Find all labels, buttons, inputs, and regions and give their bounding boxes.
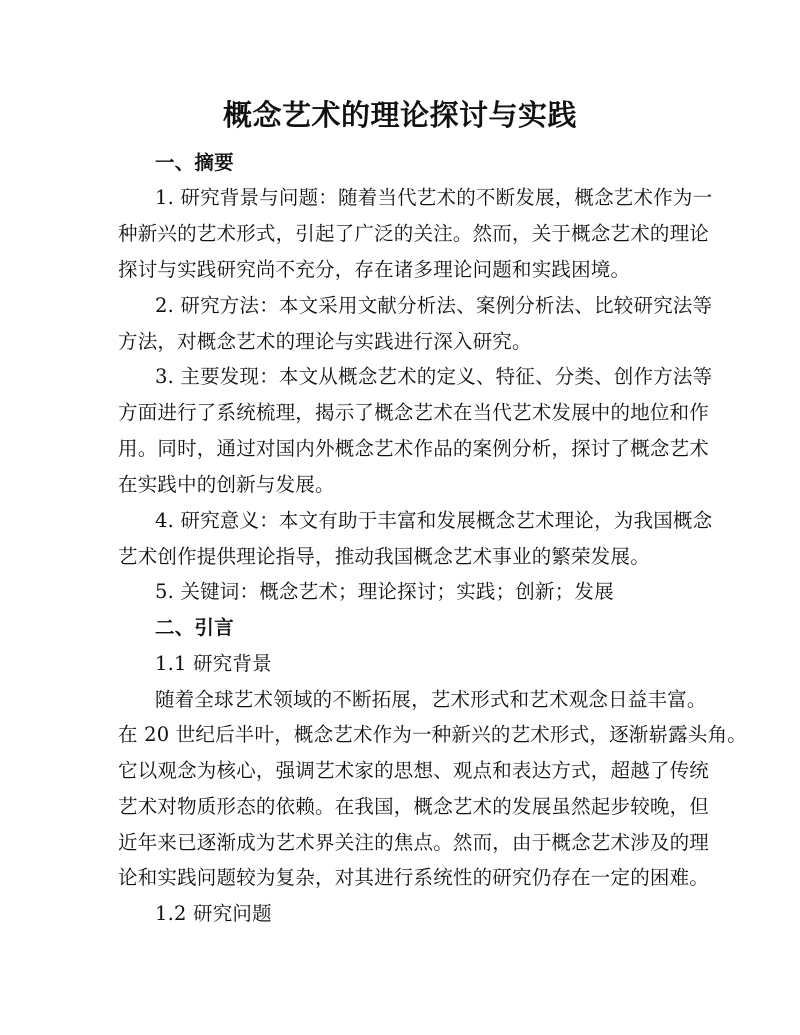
paragraph-line: 它以观念为核心，强调艺术家的思想、观点和表达方式，超越了传统 [118, 759, 710, 782]
paragraph-line: 用。同时，通过对国内外概念艺术作品的案例分析，探讨了概念艺术 [118, 437, 710, 460]
subsection-heading: 1.1 研究背景 [155, 652, 272, 675]
paragraph-line: 3. 主要发现：本文从概念艺术的定义、特征、分类、创作方法等 [155, 365, 713, 388]
paragraph-line: 4. 研究意义：本文有助于丰富和发展概念艺术理论，为我国概念 [155, 509, 713, 532]
paragraph-line: 2. 研究方法：本文采用文献分析法、案例分析法、比较研究法等 [155, 294, 713, 317]
paragraph-line: 方法，对概念艺术的理论与实践进行深入研究。 [118, 330, 532, 353]
subsection-heading: 1.2 研究问题 [155, 902, 272, 925]
paragraph-line: 在实践中的创新与发展。 [118, 473, 335, 496]
paragraph-line: 论和实践问题较为复杂，对其进行系统性的研究仍存在一定的困难。 [118, 866, 710, 889]
paragraph-line: 艺术对物质形态的依赖。在我国，概念艺术的发展虽然起步较晚，但 [118, 795, 710, 818]
paragraph-line: 1. 研究背景与问题：随着当代艺术的不断发展，概念艺术作为一 [155, 186, 713, 209]
section-heading-abstract: 一、摘要 [155, 151, 234, 174]
paragraph-line: 种新兴的艺术形式，引起了广泛的关注。然而，关于概念艺术的理论 [118, 222, 710, 245]
section-heading-introduction: 二、引言 [155, 616, 234, 639]
paragraph-line: 近年来已逐渐成为艺术界关注的焦点。然而，由于概念艺术涉及的理 [118, 831, 710, 854]
document-title: 概念艺术的理论探讨与实践 [222, 98, 577, 132]
paragraph-line: 艺术创作提供理论指导，推动我国概念艺术事业的繁荣发展。 [118, 545, 650, 568]
paragraph-line: 探讨与实践研究尚不充分，存在诸多理论问题和实践困境。 [118, 258, 631, 281]
paragraph-line: 方面进行了系统梳理，揭示了概念艺术在当代艺术发展中的地位和作 [118, 401, 710, 424]
paragraph-line: 随着全球艺术领域的不断拓展，艺术形式和艺术观念日益丰富。 [155, 688, 707, 711]
paragraph-line: 在 20 世纪后半叶，概念艺术作为一种新兴的艺术形式，逐渐崭露头角。 [118, 723, 748, 746]
keywords-line: 5. 关键词：概念艺术；理论探讨；实践；创新；发展 [155, 580, 614, 603]
